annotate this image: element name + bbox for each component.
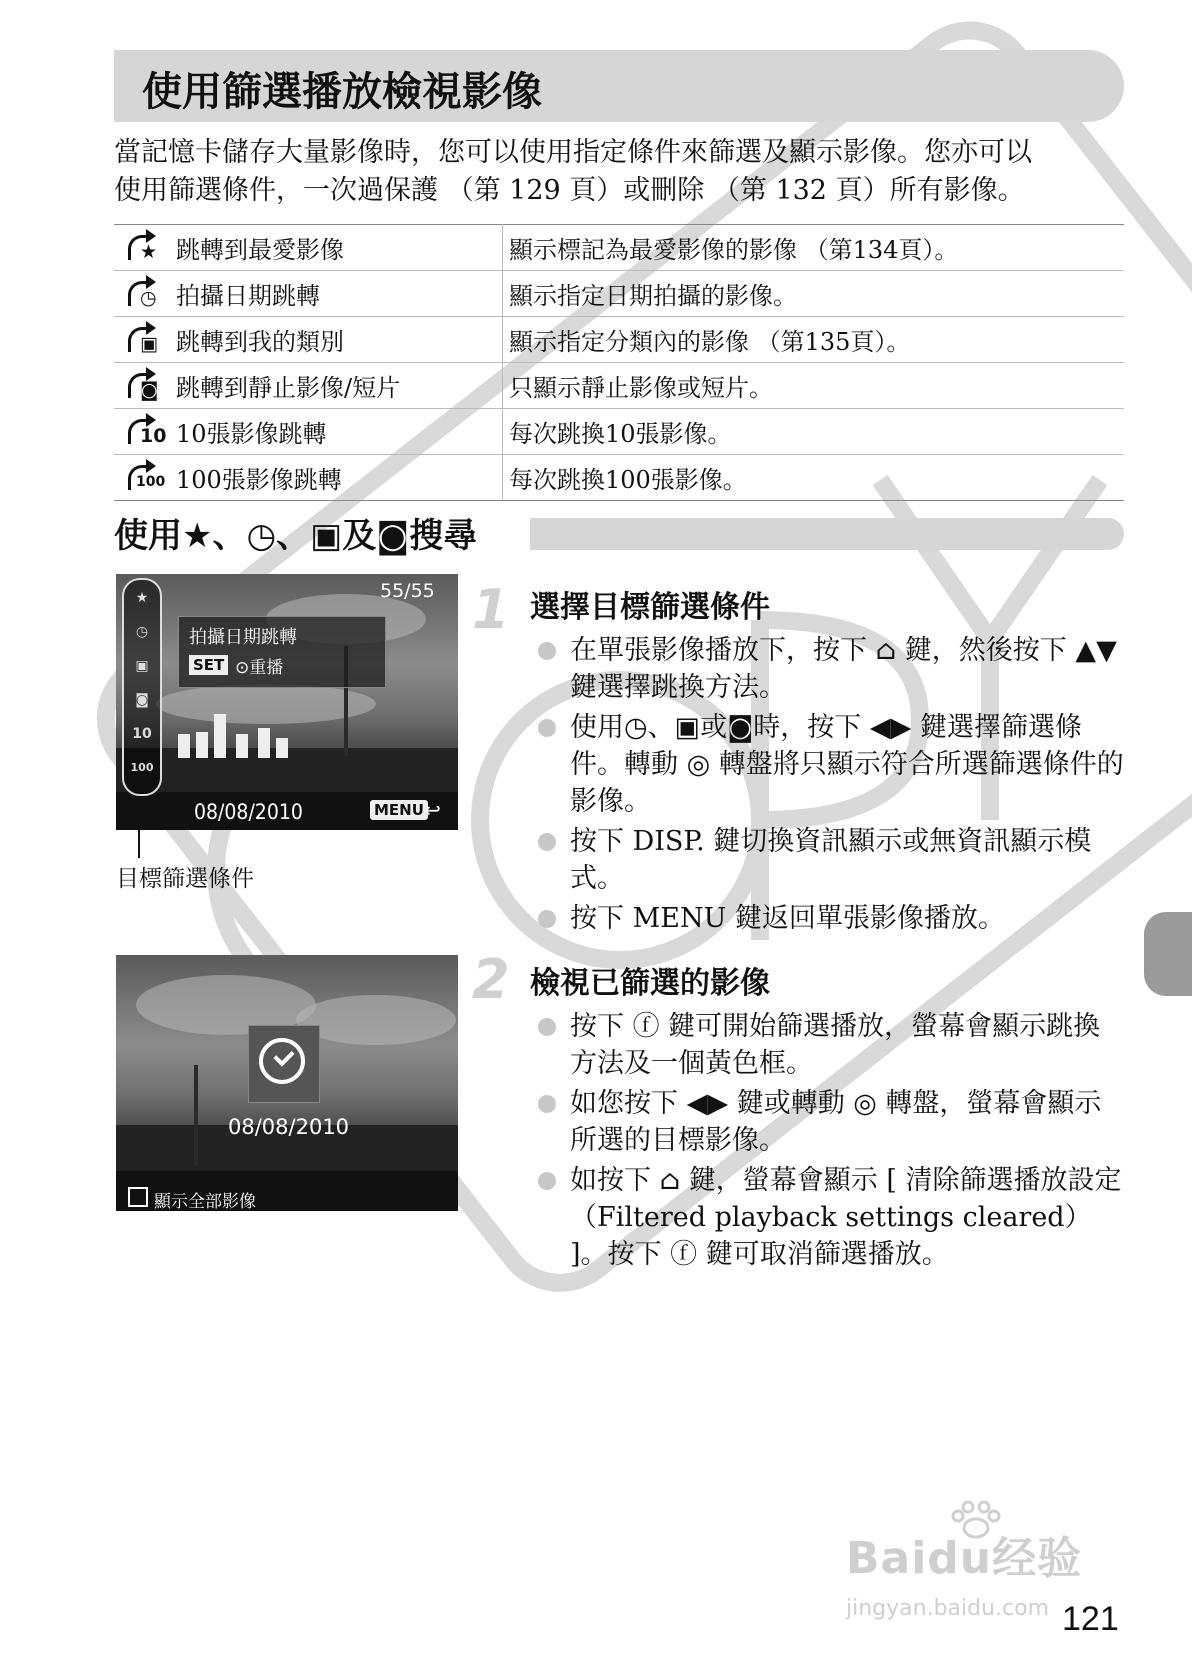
- return-arrow-icon: ↩: [424, 798, 441, 822]
- jump-favorites-icon: ★: [126, 231, 162, 265]
- page-title: 使用篩選播放檢視影像: [142, 69, 542, 115]
- image-counter: 55/55: [380, 580, 435, 602]
- image-date: 08/08/2010: [228, 1115, 350, 1139]
- step-title: 檢視已篩選的影像: [530, 966, 770, 1001]
- step1-instructions: [534, 632, 1124, 940]
- mode-row: [114, 317, 1124, 363]
- instruction-item: 在單張影像播放下，按下 ⌂ 鍵，然後按下 ▲▼ 鍵選擇跳換方法。: [534, 632, 1124, 706]
- set-action-label: ⊙重播: [235, 658, 284, 678]
- intro-line: 當記憶卡儲存大量影像時，您可以使用指定條件來篩選及顯示影像。您亦可以: [114, 137, 1032, 168]
- jump-icon: [128, 1187, 148, 1207]
- instruction-item: 按下 ⓕ 鍵可開始篩選播放，螢幕會顯示跳換方法及一個黃色框。: [534, 1008, 1124, 1082]
- histogram-bar: [236, 734, 248, 758]
- mode-name: 10張影像跳轉: [174, 409, 503, 455]
- camera-screen-filter-select: [116, 574, 458, 830]
- jump-10-icon: 10: [132, 726, 152, 742]
- filter-panel: [178, 616, 386, 688]
- jump-my-category-icon: ▣: [126, 323, 162, 357]
- histogram-bar: [214, 714, 226, 758]
- histogram-bar: [276, 738, 288, 758]
- mode-row: [114, 363, 1124, 409]
- menu-button-label: MENU: [370, 800, 428, 820]
- instruction-item: 如您按下 ◀▶ 鍵或轉動 ◎ 轉盤，螢幕會顯示所選的目標影像。: [534, 1085, 1124, 1159]
- star-icon: ★: [135, 590, 149, 606]
- mode-description: 每次跳換100張影像。: [503, 455, 1125, 501]
- image-date: 08/08/2010: [194, 800, 303, 824]
- mode-name: 跳轉到最愛影像: [174, 225, 503, 271]
- mode-description: 顯示標記為最愛影像的影像 （第134頁）。: [503, 225, 1125, 271]
- filter-icon-strip: [122, 578, 162, 796]
- step2-instructions: [534, 1008, 1124, 1276]
- screen-caption: 目標篩選條件: [116, 866, 254, 892]
- mode-name: 跳轉到我的類別: [174, 317, 503, 363]
- histogram-bar: [258, 728, 270, 758]
- page-title-bar: [114, 50, 1124, 122]
- clock-icon: ◷: [135, 624, 149, 640]
- chapter-side-tab: [1144, 912, 1192, 996]
- page-number: 121: [1062, 1600, 1119, 1638]
- instruction-item: 按下 DISP. 鍵切換資訊顯示或無資訊顯示模式。: [534, 823, 1124, 897]
- histogram-bar: [178, 734, 190, 758]
- category-icon: ▣: [135, 658, 149, 674]
- baidu-url-watermark: jingyan.baidu.com: [846, 1596, 1050, 1621]
- jump-still-movie-icon: ◙: [126, 369, 162, 403]
- mode-description: 只顯示靜止影像或短片。: [503, 363, 1125, 409]
- mode-description: 顯示指定分類內的影像 （第135頁）。: [503, 317, 1125, 363]
- jump-100-icon: 100: [126, 461, 162, 495]
- mode-name: 拍攝日期跳轉: [174, 271, 503, 317]
- mode-name: 100張影像跳轉: [174, 455, 503, 501]
- filter-panel-title: 拍攝日期跳轉: [189, 627, 297, 648]
- intro-line: 使用篩選條件，一次過保護 （第 129 頁）或刪除 （第 132 頁）所有影像。: [114, 175, 1025, 206]
- clock-check-icon: [259, 1038, 305, 1084]
- mode-description: 每次跳換10張影像。: [503, 409, 1125, 455]
- mode-row: [114, 225, 1124, 271]
- camera-screen-filtered-view: [116, 955, 458, 1211]
- step-number: 2: [472, 948, 510, 1011]
- filter-indicator-box: [248, 1025, 320, 1103]
- mode-row: [114, 409, 1124, 455]
- histogram-bar: [196, 732, 208, 758]
- instruction-item: 按下 MENU 鍵返回單張影像播放。: [534, 900, 1124, 937]
- mode-row: [114, 271, 1124, 317]
- step-title: 選擇目標篩選條件: [530, 590, 770, 625]
- caption-leader-line: [138, 810, 140, 858]
- intro-paragraph: [114, 134, 1134, 210]
- filter-modes-table: [114, 224, 1124, 501]
- mode-row: [114, 455, 1124, 501]
- instruction-item: 如按下 ⌂ 鍵，螢幕會顯示 [ 清除篩選播放設定 （Filtered playback settings cleared） ]。按下 ⓕ 鍵可取消篩選播放。: [534, 1162, 1124, 1273]
- section-heading: 使用★、◷、▣及◙搜尋: [114, 516, 478, 556]
- jump-10-icon: 10: [126, 415, 162, 449]
- baidu-brand-watermark: Baidu经验: [846, 1533, 1083, 1584]
- jump-shot-date-icon: ◷: [126, 277, 162, 311]
- set-button-label: SET: [189, 655, 228, 675]
- mode-description: 顯示指定日期拍攝的影像。: [503, 271, 1125, 317]
- step-number: 1: [472, 578, 510, 641]
- show-all-label: 顯示全部影像: [154, 1192, 256, 1211]
- section-heading-bar: [530, 518, 1124, 550]
- mode-name: 跳轉到靜止影像/短片: [174, 363, 503, 409]
- instruction-item: 使用◷、▣或◙時，按下 ◀▶ 鍵選擇篩選條件。轉動 ◎ 轉盤將只顯示符合所選篩選條件的影像。: [534, 709, 1124, 820]
- jump-100-icon: 100: [130, 761, 154, 774]
- still-movie-icon: ◙: [135, 692, 149, 708]
